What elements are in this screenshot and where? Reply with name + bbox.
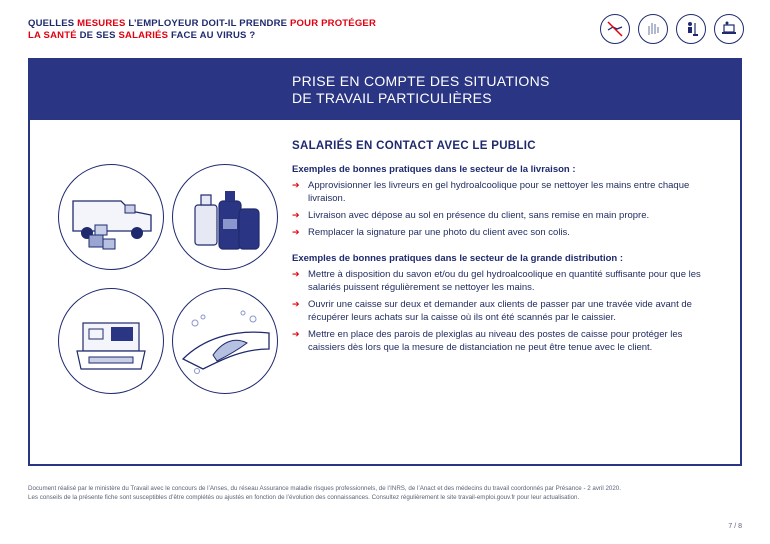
header-line-2 bbox=[28, 30, 376, 42]
page-header bbox=[28, 18, 376, 42]
delivery-van-illustration bbox=[58, 164, 164, 270]
bullet-text: Mettre à disposition du savon et/ou du gel hydroalcoolique en quantité suffisante pour que les salariés puissent régulièrement se nettoyer les mains. bbox=[308, 269, 701, 293]
footer-note bbox=[28, 484, 748, 502]
bullet-item bbox=[292, 179, 712, 205]
bullet-item bbox=[292, 209, 712, 222]
bullet-item bbox=[292, 268, 712, 294]
bullet-text: Approvisionner les livreurs en gel hydroalcoolique pour se nettoyer les mains entre chaque livraison. bbox=[308, 180, 690, 204]
cash-register-illustration bbox=[58, 288, 164, 394]
header-text-run: LA SANTÉ bbox=[28, 30, 77, 41]
cleaning-icon bbox=[676, 14, 706, 44]
section-title: SALARIÉS EN CONTACT AVEC LE PUBLIC bbox=[292, 140, 536, 152]
bullet-item bbox=[292, 298, 712, 324]
arrow-icon: ➔ bbox=[292, 269, 300, 279]
bullet-item bbox=[292, 328, 712, 354]
hand-washing-illustration bbox=[172, 288, 278, 394]
header-text-run: POUR PROTÉGER bbox=[290, 18, 377, 29]
bullet-text: Mettre en place des parois de plexiglas au niveau des postes de caisse pour protéger les caissiers dès lors que la mesure de distanciation ne peut être tenue avec le client. bbox=[308, 329, 683, 353]
retail-list bbox=[292, 268, 712, 354]
bullet-text: Livraison avec dépose au sol en présence du client, sans remise en main propre. bbox=[308, 210, 650, 221]
bullet-text: Remplacer la signature par une photo du client avec son colis. bbox=[308, 227, 570, 238]
header-text-run: DE SES bbox=[76, 30, 119, 41]
main-content bbox=[292, 140, 712, 368]
footer-line-1: Document réalisé par le ministère du Travail avec le concours de l’Anses, du réseau Assurance maladie risques professionnels, de l’INRS, de l’Anact et des médecins du travail coordonnés par Présance - 2 avril 2020. bbox=[28, 485, 621, 492]
header-text-run: SALARIÉS bbox=[118, 30, 169, 41]
hand-icon bbox=[638, 14, 668, 44]
laptop-icon bbox=[714, 14, 744, 44]
header-text-run: MESURES bbox=[77, 18, 126, 29]
banner-title-line-2: DE TRAVAIL PARTICULIÈRES bbox=[292, 90, 492, 106]
arrow-icon: ➔ bbox=[292, 299, 300, 309]
header-icons bbox=[600, 14, 744, 44]
arrow-icon: ➔ bbox=[292, 329, 300, 339]
header-line-1 bbox=[28, 18, 376, 30]
banner-title-line-1: PRISE EN COMPTE DES SITUATIONS bbox=[292, 73, 550, 89]
banner-title bbox=[292, 73, 550, 107]
bullet-text: Ouvrir une caisse sur deux et demander aux clients de passer par une travée vide avant de récupérer leurs achats sur la caisse où ils ont été scannés par le caissier. bbox=[308, 299, 692, 323]
gel-bottles-illustration bbox=[172, 164, 278, 270]
delivery-list bbox=[292, 179, 712, 239]
footer-line-2: Les conseils de la présente fiche sont susceptibles d’être complétés ou ajustés en fonction de l’évolution des connaissances. Consultez régulièrement le site travail-emploi.gouv.fr pour leur actualisation. bbox=[28, 494, 580, 501]
content-card bbox=[28, 58, 742, 466]
no-handshake-icon bbox=[600, 14, 630, 44]
header-text-run: L’EMPLOYEUR DOIT-IL PRENDRE bbox=[125, 18, 291, 29]
banner bbox=[30, 60, 740, 120]
delivery-heading: Exemples de bonnes pratiques dans le secteur de la livraison : bbox=[292, 164, 576, 175]
retail-heading: Exemples de bonnes pratiques dans le secteur de la grande distribution : bbox=[292, 253, 623, 264]
page-number: 7 / 8 bbox=[728, 523, 742, 530]
arrow-icon: ➔ bbox=[292, 180, 300, 190]
bullet-item bbox=[292, 226, 712, 239]
header-text-run: FACE AU VIRUS ? bbox=[168, 30, 256, 41]
header-text-run: QUELLES bbox=[28, 18, 78, 29]
arrow-icon: ➔ bbox=[292, 227, 300, 237]
arrow-icon: ➔ bbox=[292, 210, 300, 220]
